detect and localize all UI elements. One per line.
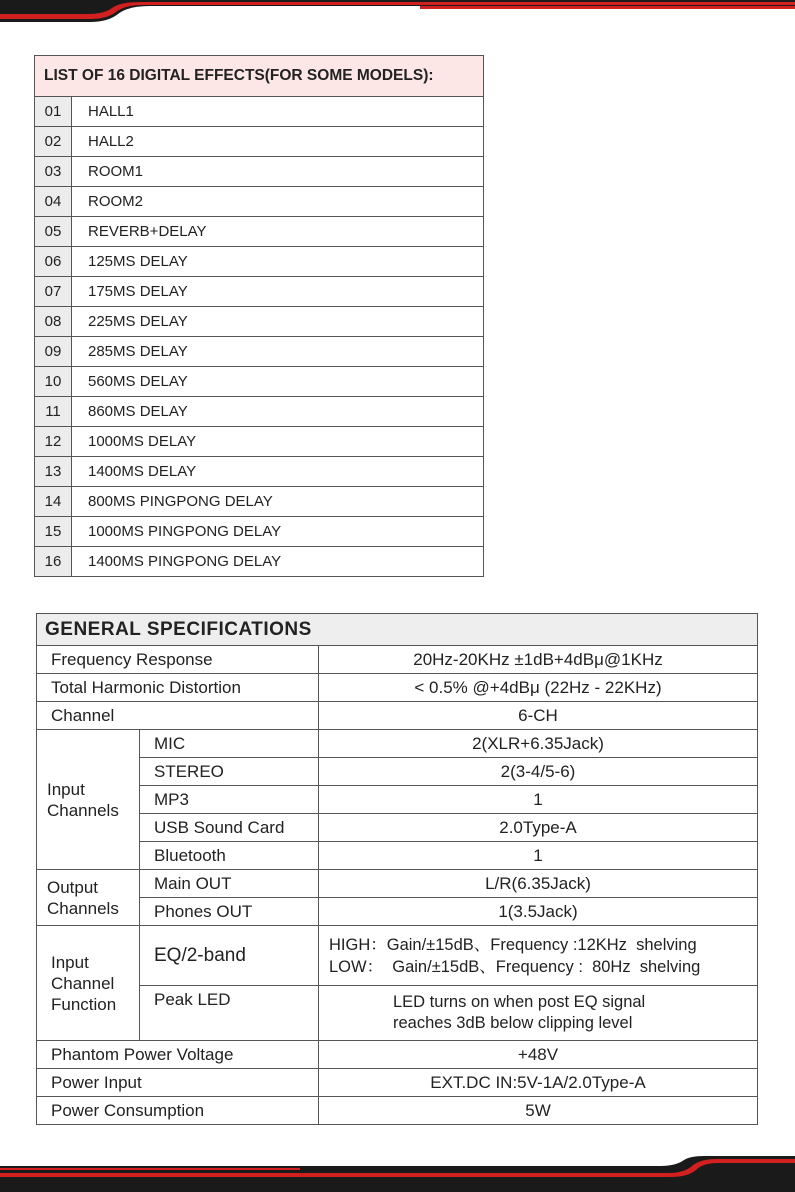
effect-row: [35, 457, 484, 487]
spec-row: [37, 1097, 758, 1125]
group-label-line: Channels: [47, 800, 119, 820]
effect-row: [35, 397, 484, 427]
spec-value: 20Hz-20KHz ±1dB+4dBμ@1KHz: [319, 646, 758, 674]
spec-row: [37, 646, 758, 674]
effect-row: [35, 217, 484, 247]
spec-row: [37, 786, 758, 814]
effect-name: REVERB+DELAY: [72, 217, 484, 247]
effects-table: [34, 55, 484, 577]
spec-value: 6-CH: [319, 702, 758, 730]
effect-number: 11: [35, 397, 72, 427]
effect-number: 04: [35, 187, 72, 217]
spec-value: 1: [319, 842, 758, 870]
effect-name: 800MS PINGPONG DELAY: [72, 487, 484, 517]
spec-value: 1: [319, 786, 758, 814]
effect-name: 1000MS PINGPONG DELAY: [72, 517, 484, 547]
spec-row: [37, 986, 758, 1041]
spec-row: [37, 814, 758, 842]
spec-row: [37, 1041, 758, 1069]
spec-sublabel: Phones OUT: [140, 898, 319, 926]
effect-row: [35, 547, 484, 577]
group-label-line: Channel: [51, 973, 115, 993]
effect-name: 225MS DELAY: [72, 307, 484, 337]
specs-table: [36, 613, 758, 1125]
effect-number: 03: [35, 157, 72, 187]
effect-name: ROOM2: [72, 187, 484, 217]
spec-label: Frequency Response: [37, 646, 319, 674]
eq-high-line: HIGH：Gain/±15dB、Frequency :12KHz shelving: [329, 935, 697, 954]
group-label-line: Input: [51, 952, 89, 972]
spec-value: 2.0Type-A: [319, 814, 758, 842]
spec-row: [37, 870, 758, 898]
eq-low-line: LOW： Gain/±15dB、Frequency : 80Hz shelving: [329, 957, 701, 976]
spec-sublabel: Main OUT: [140, 870, 319, 898]
spec-value: 2(XLR+6.35Jack): [319, 730, 758, 758]
effect-name: 1400MS PINGPONG DELAY: [72, 547, 484, 577]
spec-label: Power Consumption: [37, 1097, 319, 1125]
input-channels-group-label: [37, 730, 140, 870]
effect-number: 08: [35, 307, 72, 337]
effect-name: 1000MS DELAY: [72, 427, 484, 457]
spec-value: 5W: [319, 1097, 758, 1125]
effect-name: 125MS DELAY: [72, 247, 484, 277]
effect-name: 860MS DELAY: [72, 397, 484, 427]
effects-title: LIST OF 16 DIGITAL EFFECTS(FOR SOME MODELS):: [35, 56, 484, 97]
effect-number: 01: [35, 97, 72, 127]
spec-label: Channel: [37, 702, 319, 730]
effect-name: 1400MS DELAY: [72, 457, 484, 487]
spec-sublabel: USB Sound Card: [140, 814, 319, 842]
peak-led-label: Peak LED: [140, 986, 319, 1041]
effect-number: 13: [35, 457, 72, 487]
spec-row: [37, 842, 758, 870]
effect-name: ROOM1: [72, 157, 484, 187]
spec-row: [37, 758, 758, 786]
effect-name: 285MS DELAY: [72, 337, 484, 367]
effect-number: 06: [35, 247, 72, 277]
peak-led-value: [319, 986, 758, 1041]
bottom-decorative-band: [0, 1156, 795, 1192]
effect-number: 15: [35, 517, 72, 547]
effect-row: [35, 127, 484, 157]
eq-label: EQ/2-band: [140, 926, 319, 986]
spec-row: [37, 674, 758, 702]
spec-row: [37, 1069, 758, 1097]
specs-title: GENERAL SPECIFICATIONS: [37, 614, 758, 646]
output-channels-group-label: [37, 870, 140, 926]
input-function-group-label: [37, 926, 140, 1041]
effects-table-header: [35, 56, 484, 97]
spec-row: [37, 730, 758, 758]
spec-value: 1(3.5Jack): [319, 898, 758, 926]
effect-row: [35, 517, 484, 547]
spec-value: < 0.5% @+4dBμ (22Hz - 22KHz): [319, 674, 758, 702]
spec-label: Phantom Power Voltage: [37, 1041, 319, 1069]
effect-row: [35, 247, 484, 277]
effect-row: [35, 187, 484, 217]
spec-sublabel: STEREO: [140, 758, 319, 786]
effect-name: HALL1: [72, 97, 484, 127]
spec-value: +48V: [319, 1041, 758, 1069]
effect-row: [35, 367, 484, 397]
effect-row: [35, 157, 484, 187]
effect-name: 175MS DELAY: [72, 277, 484, 307]
spec-sublabel: MIC: [140, 730, 319, 758]
group-label-line: Channels: [47, 898, 119, 918]
eq-value: [319, 926, 758, 986]
peak-led-line: LED turns on when post EQ signal: [393, 993, 646, 1011]
top-decorative-band: [0, 0, 795, 28]
effect-number: 16: [35, 547, 72, 577]
spec-label: Total Harmonic Distortion: [37, 674, 319, 702]
effect-row: [35, 427, 484, 457]
effect-number: 12: [35, 427, 72, 457]
effect-number: 14: [35, 487, 72, 517]
spec-sublabel: Bluetooth: [140, 842, 319, 870]
specs-header: [37, 614, 758, 646]
spec-row: [37, 898, 758, 926]
effect-name: 560MS DELAY: [72, 367, 484, 397]
effect-row: [35, 337, 484, 367]
spec-value: 2(3-4/5-6): [319, 758, 758, 786]
effect-number: 02: [35, 127, 72, 157]
spec-row: [37, 702, 758, 730]
group-label-line: Output: [47, 877, 99, 897]
effect-number: 07: [35, 277, 72, 307]
effect-number: 10: [35, 367, 72, 397]
effect-number: 05: [35, 217, 72, 247]
effect-row: [35, 97, 484, 127]
spec-value: EXT.DC IN:5V-1A/2.0Type-A: [319, 1069, 758, 1097]
peak-led-line: reaches 3dB below clipping level: [393, 1014, 633, 1032]
group-label-line: Input: [47, 779, 85, 799]
effect-row: [35, 487, 484, 517]
spec-value: L/R(6.35Jack): [319, 870, 758, 898]
spec-row: [37, 926, 758, 986]
group-label-line: Function: [51, 994, 117, 1014]
effect-row: [35, 277, 484, 307]
effect-row: [35, 307, 484, 337]
effect-name: HALL2: [72, 127, 484, 157]
effect-number: 09: [35, 337, 72, 367]
spec-sublabel: MP3: [140, 786, 319, 814]
spec-label: Power Input: [37, 1069, 319, 1097]
